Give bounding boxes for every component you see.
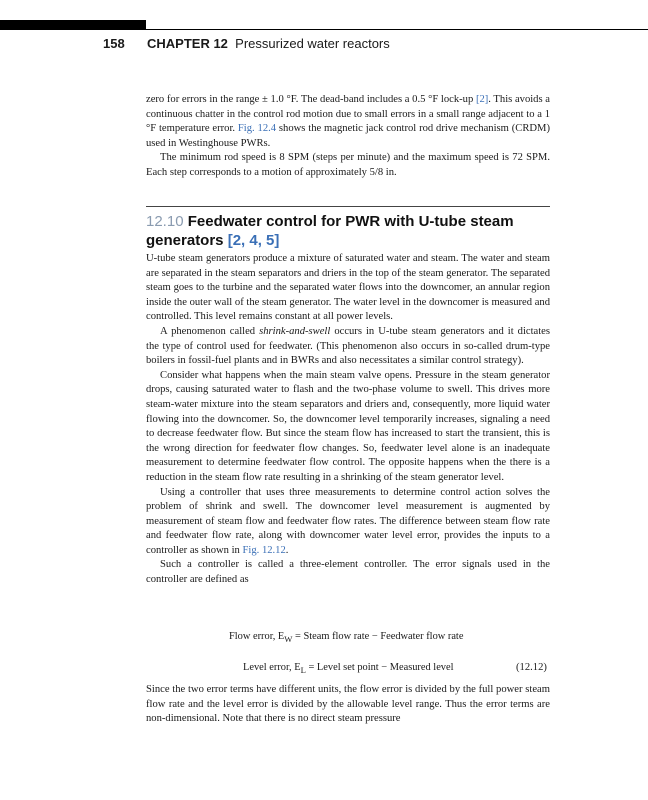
page-header (103, 36, 390, 51)
equation-level-error: Level error, $E_L$ = Level set point − Measured level (243, 662, 454, 676)
figure-link[interactable]: Fig. 12.4 (237, 123, 277, 135)
intro-paragraph-1: zero for errors in the range ± 1.0 °F. The dead-band includes a 0.5 °F lock-up [2]. This avoids a continuous chatter in the control rod motion due to small errors in a small range adjacent to a 1 °F temperature error. Fig. 12.4 shows the magnetic jack control rod drive mechanism (CRDM) used in Westinghouse PWRs. (146, 94, 551, 149)
page-number: 158 (103, 36, 125, 51)
section-title: Feedwater control for PWR with U-tube steam generators (146, 213, 514, 249)
figure-link[interactable]: Fig. 12.12 (242, 544, 286, 556)
intro-text (146, 93, 550, 181)
chapter-title: Pressurized water reactors (235, 36, 390, 51)
paragraph-2: A phenomenon called shrink-and-swell occurs in U-tube steam generators and it dictates the type of control used for feedwater. (This phenomenon also occurs in so-called drum-type boilers in fossil-fuel plants and in BWRs and also necessitates a similar control strategy). (146, 325, 551, 367)
section-heading (146, 212, 550, 250)
equation-number: (12.12) (516, 662, 547, 673)
paragraph-4: Using a controller that uses three measurements to determine control action solves the problem of shrink and swell. The downcomer level measurement is augmented by measurement of steam flow and feedwater flow rates. The difference between steam flow rate and feedwater flow rate, along with downcomer water level error, provides the inputs to a controller as shown in Fig. 12.12. (146, 486, 550, 556)
term-shrink-and-swell: shrink-and-swell (259, 325, 331, 337)
closing-text (146, 683, 550, 727)
intro-paragraph-2: The minimum rod speed is 8 SPM (steps per minute) and the maximum speed is 72 SPM. Each step corresponds to a motion of approximately 5/8 in. (146, 152, 550, 178)
paragraph-3: Consider what happens when the main steam valve opens. Pressure in the steam generator drops, causing saturated water to flash and the two-phase volume to swell. This drives more steam-water mixture into the steam separators and driers and, consequently, more liquid water flowing into the downcomer. So, the downcomer level temporarily increases, signaling a need to decrease feedwater flow. But since the steam flow has increased to start the transient, this is the wrong direction for feedwater flow changes. So, feedwater level alone is an inadequate measurement to determine feedwater flow control. The opposite happens when the there is a reduction in the steam flow rate resulting in a shrinking of the steam generator level. (146, 369, 550, 483)
section-body (146, 252, 550, 588)
section-refs[interactable]: [2, 4, 5] (227, 232, 280, 249)
header-bar (0, 20, 146, 30)
paragraph-1: U-tube steam generators produce a mixture of saturated water and steam. The water and steam are separated in the steam separators and driers in the top of the steam generator. The separated steam goes to the turbine and the separated water flows into the downcomer, an annular region inside the outer wall of the steam generator. The water level in the downcomer is measured and controlled. This level remains constant at all power levels. (146, 253, 550, 323)
section-number: 12.10 (146, 213, 184, 230)
paragraph-5: Such a controller is called a three-element controller. The error signals used in the controller are defined as (146, 559, 550, 586)
paragraph-6: Since the two error terms have different units, the flow error is divided by the full power steam flow rate and the level error is divided by the allowable level range. Thus the error terms are non-dimensional. Note that there is no direct steam pressure (146, 684, 550, 725)
reference-link[interactable]: [2] (475, 94, 489, 105)
section-rule (146, 206, 550, 207)
chapter-label: CHAPTER 12 (147, 36, 228, 51)
header-rule (146, 29, 648, 30)
equation-flow-error: Flow error, $E_W$ = Steam flow rate − Feedwater flow rate (229, 631, 464, 645)
